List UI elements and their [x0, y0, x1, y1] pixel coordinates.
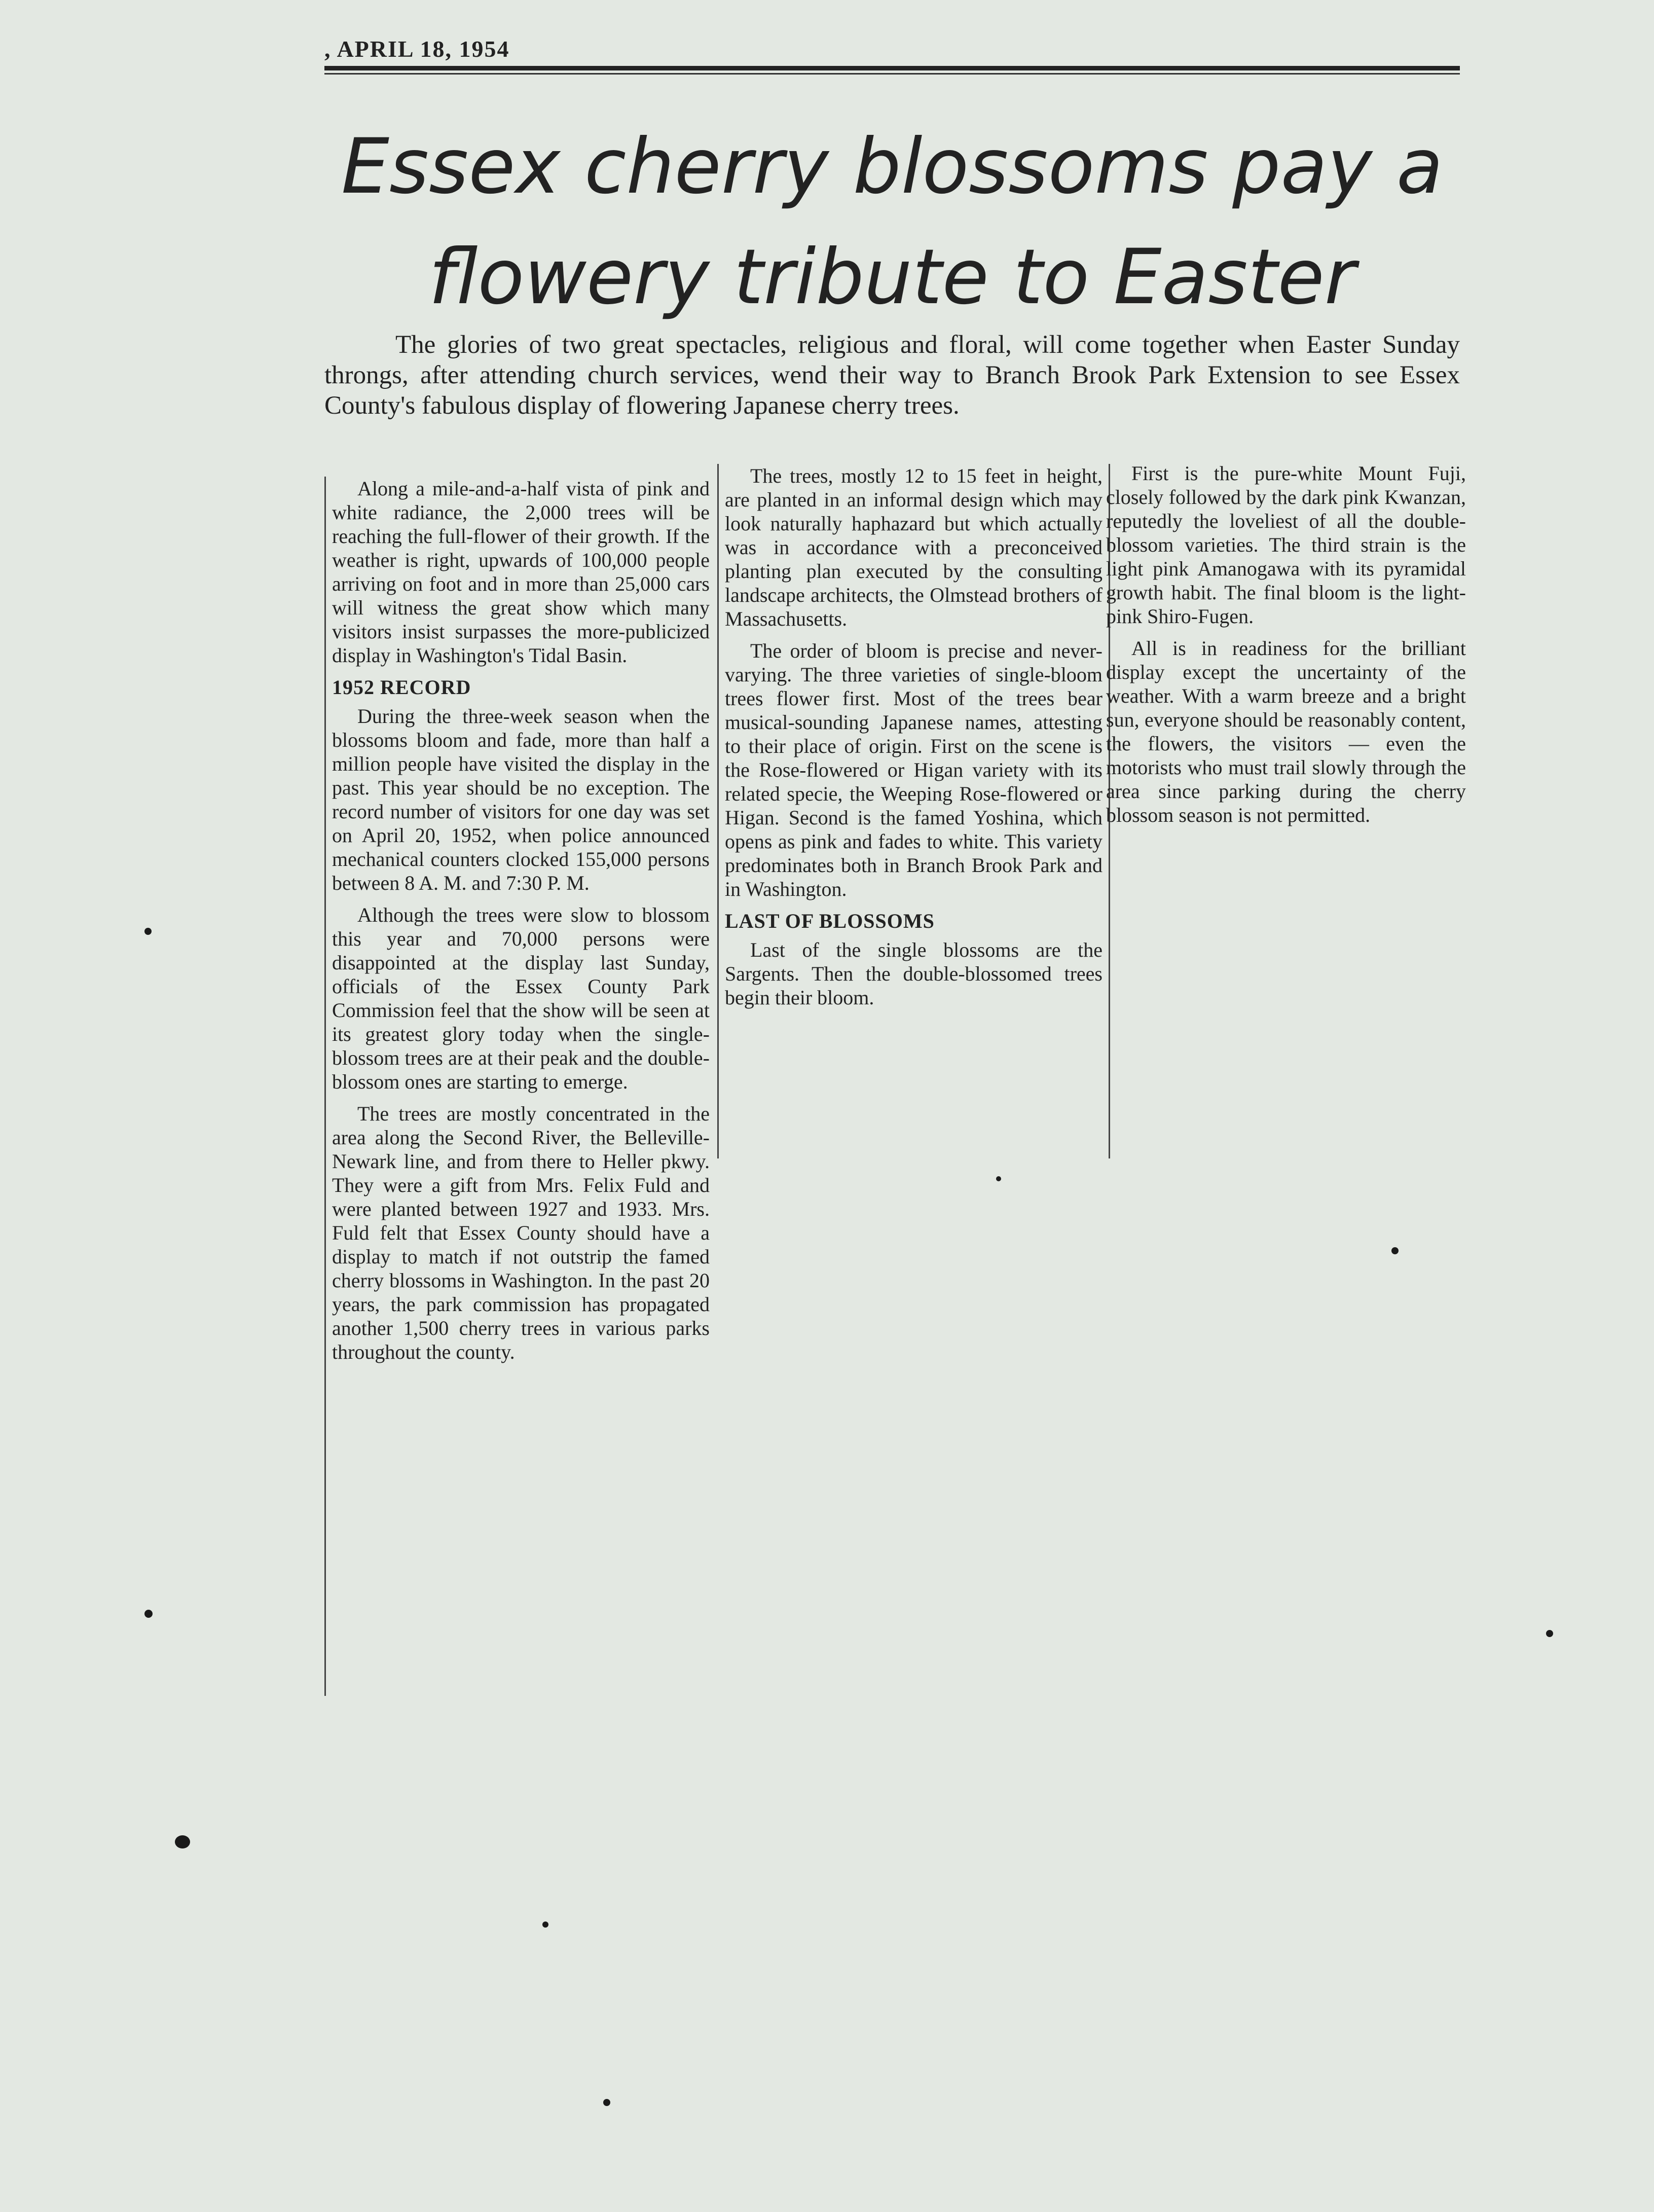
ink-speck	[175, 1835, 190, 1848]
ink-speck	[542, 1921, 548, 1928]
col2-paragraph-1: The trees, mostly 12 to 15 feet in height, are planted in an informal design which may look naturally haphazard but which actually was in accordance with a preconceived planting plan executed by the consulting landscape architects, the Olmstead brothers of Massachusetts.	[725, 464, 1102, 630]
subhead-1952-record: 1952 RECORD	[332, 676, 471, 699]
col1-paragraph-3: Although the trees were slow to blossom this year and 70,000 persons were disappointed at the display last Sunday, officials of the Essex County Park Commission feel that the show will be seen at its greatest glory today when the single-blossom trees are at their peak and the double-blossom ones are starting to emerge.	[332, 903, 710, 1093]
top-rule-thin	[324, 73, 1460, 75]
col3-paragraph-2: All is in readiness for the brilliant display except the uncertainty of the weather. With a warm breeze and a bright sun, everyone should be reasonably content, the flowers, the visitors — even the motorists who must trail slowly through the area since parking during the cherry blossom season is not permitted.	[1106, 637, 1466, 826]
column-3	[1100, 461, 1466, 835]
col2-paragraph-3: Last of the single blossoms are the Sargents. Then the double-blossomed trees begin their bloom.	[725, 938, 1102, 1009]
col1-paragraph-2: During the three-week season when the blossoms bloom and fade, more than half a million people have visited the display in the past. This year should be no exception. The record number of visitors for one day was set on April 20, 1952, when police announced mechanical counters clocked 155,000 persons between 8 A. M. and 7:30 P. M.	[332, 705, 710, 894]
col3-paragraph-1: First is the pure-white Mount Fuji, closely followed by the dark pink Kwanzan, reputedly the loveliest of all the double-blossom varieties. The third strain is the light pink Amanogawa with its pyramidal growth habit. The final bloom is the light-pink Shiro-Fugen.	[1106, 462, 1466, 628]
column-1	[324, 477, 710, 1696]
ink-speck	[1391, 1247, 1399, 1254]
ink-speck	[603, 2099, 610, 2106]
col1-paragraph-1: Along a mile-and-a-half vista of pink and white radiance, the 2,000 trees will be reaching the full-flower of their growth. If the weather is right, upwards of 100,000 people arriving on foot and in more than 25,000 cars will witness the great show which many visitors insist surpasses the more-publicized display in Washington's Tidal Basin.	[332, 477, 710, 667]
subhead-last-of-blossoms: LAST OF BLOSSOMS	[725, 910, 935, 932]
ink-speck	[996, 1176, 1001, 1181]
dateline: , APRIL 18, 1954	[324, 36, 510, 62]
top-rule	[324, 66, 1460, 70]
ink-speck	[1546, 1630, 1553, 1637]
lead-paragraph: The glories of two great spectacles, religious and floral, will come together when Easter Sunday throngs, after attending church services, wend their way to Branch Brook Park Extension to see Essex County's fabulous display of flowering Japanese cherry trees.	[324, 331, 1460, 420]
col1-paragraph-4: The trees are mostly concentrated in the area along the Second River, the Belleville-Newark line, and from there to Heller pkwy. They were a gift from Mrs. Felix Fuld and were planted between 1927 and 1933. Mrs. Fuld felt that Essex County should have a display to match if not outstrip the famed cherry blossoms in Washington. In the past 20 years, the park commission has propagated another 1,500 cherry trees in various parks throughout the county.	[332, 1102, 710, 1363]
headline: Essex cherry blossoms pay a flowery tribute to Easter	[341, 123, 1443, 321]
ink-speck	[144, 1610, 153, 1618]
col2-paragraph-2: The order of bloom is precise and never-varying. The three varieties of single-bloom trees flower first. Most of the trees bear musical-sounding Japanese names, attesting to their place of origin. First on the scene is the Rose-flowered or Higan variety with its related specie, the Weeping Rose-flowered or Higan. Second is the famed Yoshina, which opens as pink and fades to white. This variety predominates both in Branch Brook Park and in Washington.	[725, 639, 1102, 900]
column-2	[717, 464, 1110, 1158]
ink-speck	[144, 928, 152, 935]
